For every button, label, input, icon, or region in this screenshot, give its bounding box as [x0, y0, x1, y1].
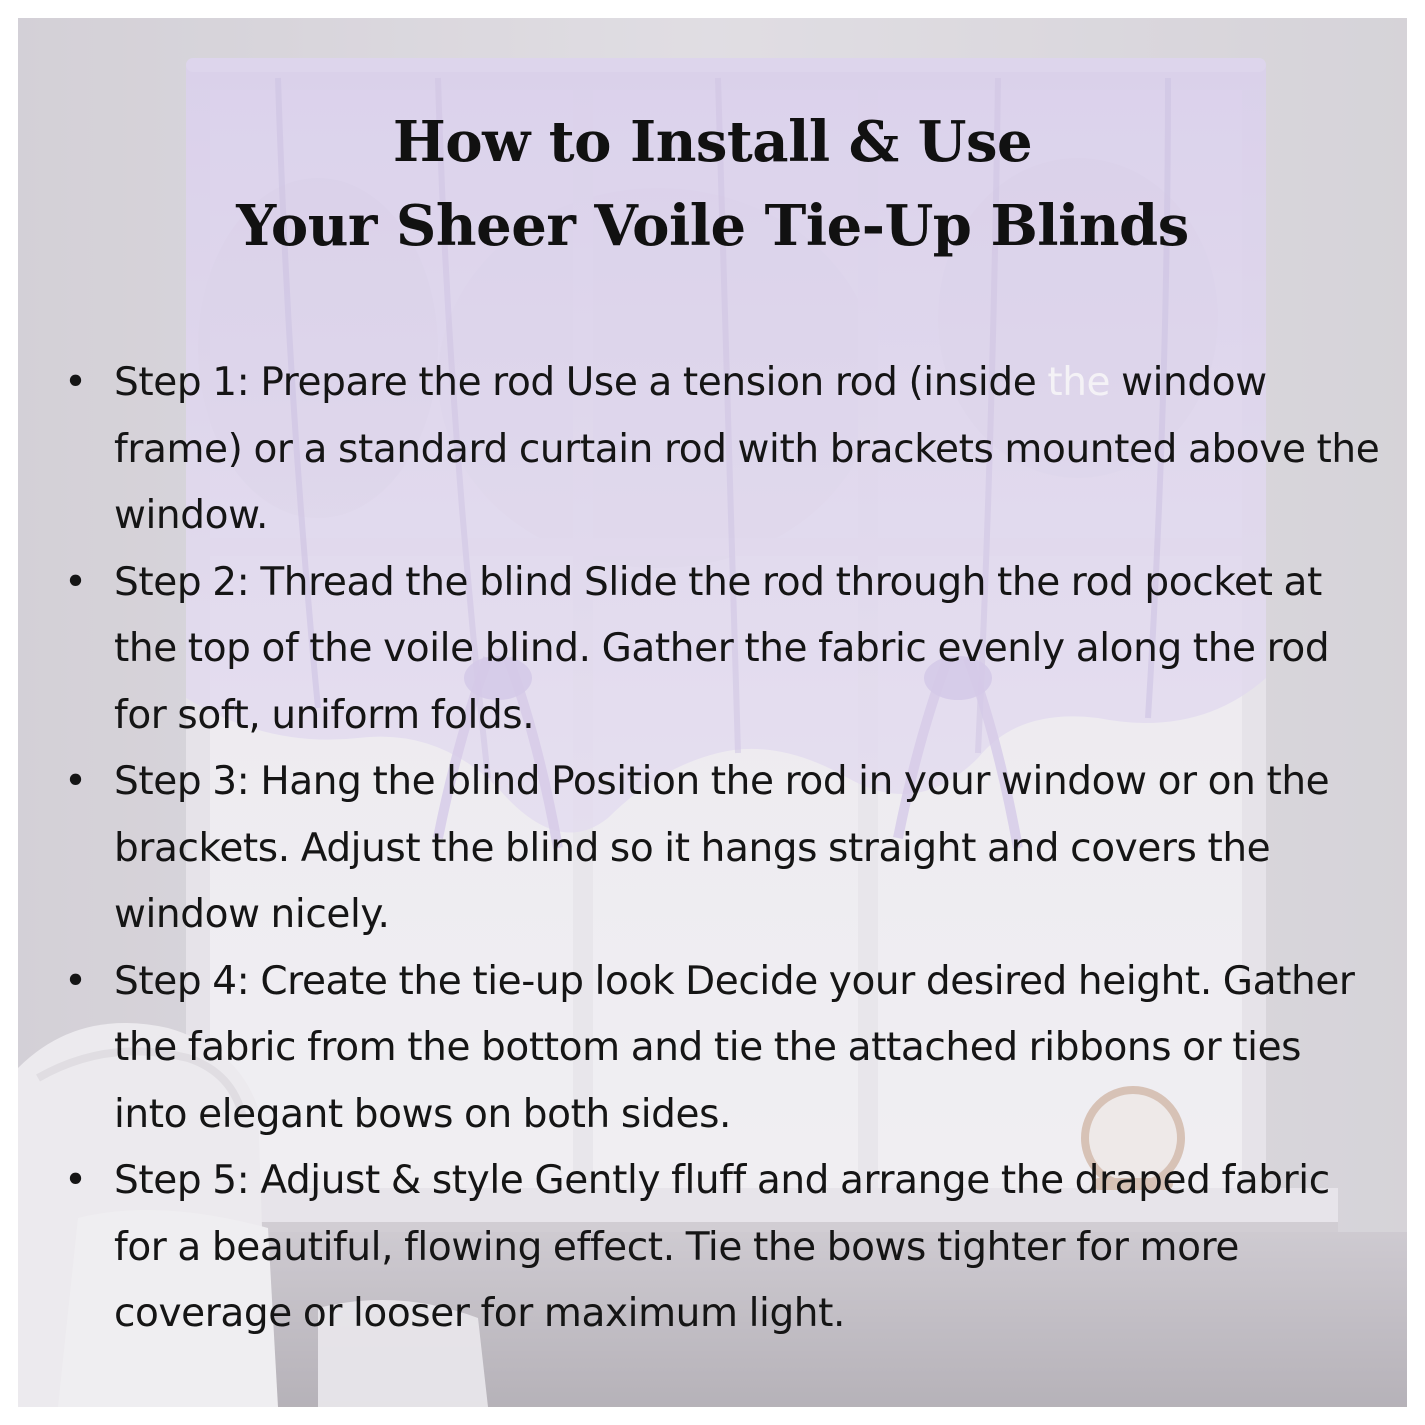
bullet-icon: • — [64, 759, 87, 804]
step-4 — [58, 949, 1383, 1149]
bullet-icon: • — [64, 1158, 87, 1203]
step-1-faint-text: the — [1047, 360, 1111, 405]
bullet-icon: • — [64, 958, 87, 1004]
step-5 — [58, 1148, 1383, 1348]
bullet-icon: • — [64, 559, 87, 605]
step-3 — [58, 749, 1383, 949]
step-5-text: Step 5: Adjust & style Gently fluff and arrange the draped fabric for a beautiful, flowing effect. Tie the bows tighter for more coverage or looser for maximum light. — [114, 1158, 1330, 1336]
step-3-text: Step 3: Hang the blind Position the rod in your window or on the brackets. Adjust the blind so it hangs straight and covers the window nicely. — [114, 759, 1330, 937]
step-4-text: Step 4: Create the tie-up look Decide your desired height. Gather the fabric from the bottom and tie the attached ribbons or ties into elegant bows on both sides. — [114, 958, 1355, 1137]
bullet-icon: • — [64, 360, 87, 405]
steps-list — [58, 350, 1383, 1348]
content-area — [18, 18, 1407, 1407]
step-2-text: Step 2: Thread the blind Slide the rod through the rod pocket at the top of the voile blind. Gather the fabric evenly along the rod for soft, uniform folds. — [114, 559, 1330, 738]
step-1 — [58, 350, 1383, 550]
step-1-text: Step 1: Prepare the rod Use a tension rod (inside — [114, 360, 1048, 405]
infographic-frame — [18, 18, 1407, 1407]
step-1-text-rest: window frame) or a standard curtain rod with brackets mounted above the window. — [114, 360, 1380, 538]
page-title — [18, 100, 1407, 268]
title-line-1: How to Install & Use — [392, 109, 1033, 175]
step-2 — [58, 550, 1383, 750]
title-line-2: Your Sheer Voile Tie-Up Blinds — [236, 193, 1189, 259]
